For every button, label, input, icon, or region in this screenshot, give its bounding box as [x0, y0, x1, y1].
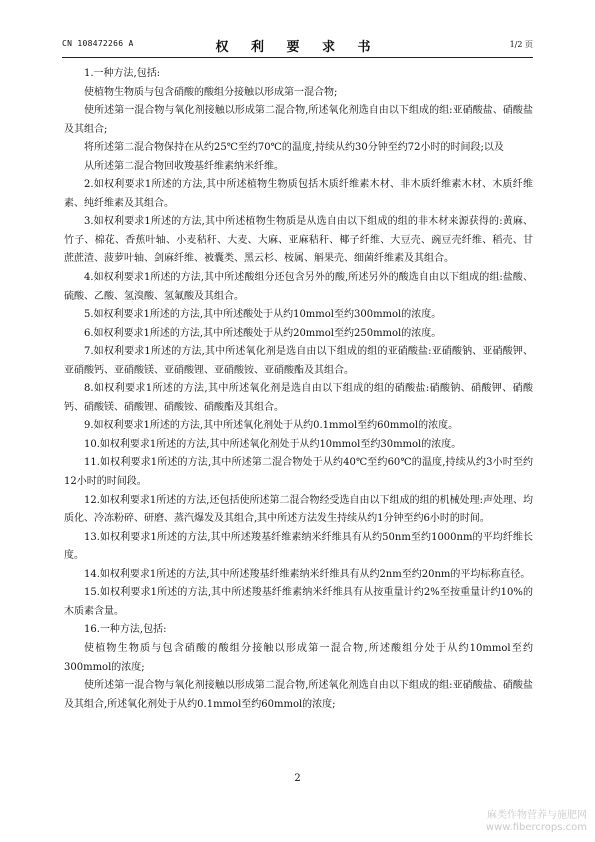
header-rule: [62, 57, 533, 58]
claim-paragraph: 14.如权利要求1所述的方法,其中所述羧基纤维素纳米纤维具有从约2nm至约20nm的平均标称直径。: [84, 568, 531, 580]
publication-number: CN 108472266 A: [62, 39, 134, 48]
page-number: 2: [294, 773, 301, 784]
page-header: [62, 36, 533, 54]
claim-paragraph: 4.如权利要求1所述的方法,其中所述酸组分还包含另外的酸,所述另外的酸选自由以下组成的组:盐酸、硫酸、乙酸、氢溴酸、氢氟酸及其组合。: [64, 272, 533, 302]
claim-paragraph: 从所述第二混合物回收羧基纤维素纳米纤维。: [84, 160, 284, 172]
claim-paragraph: 12.如权利要求1所述的方法,还包括使所述第二混合物经受选自由以下组成的组的机械处理:声处理、均质化、冷冻粉碎、研磨、蒸汽爆发及其组合,其中所述方法发生持续从约1分钟至约6小时的时间。: [64, 494, 533, 525]
claim-paragraph: 7.如权利要求1所述的方法,其中所述氧化剂是选自由以下组成的组的亚硝酸盐:亚硝酸钠、亚硝酸钾、亚硝酸钙、亚硝酸镁、亚硝酸锂、亚硝酸铵、亚硝酸酯及其组合。: [64, 346, 533, 376]
claim-paragraph: 1.一种方法,包括:: [84, 68, 161, 79]
claim-paragraph: 8.如权利要求1所述的方法,其中所述氧化剂是选自由以下组成的组的硝酸盐:硝酸钠、硝酸钾、硝酸钙、硝酸镁、硝酸锂、硝酸铵、硝酸酯及其组合。: [64, 383, 533, 413]
page-indicator: 1/2 页: [509, 40, 533, 49]
claim-paragraph: 3.如权利要求1所述的方法,其中所述植物生物质是从选自由以下组成的组的非木材来源获得的:黄麻、竹子、棉花、香蕉叶轴、小麦秸秆、大麦、大麻、亚麻秸秆、椰子纤维、大豆壳、豌豆壳纤维、稻壳、甘蔗蔗渣、菠萝叶轴、剑麻纤维、被囊类、黑云杉、桉属、斛果壳、细菌纤维素及其组合。: [64, 216, 533, 265]
claim-paragraph: 16.一种方法,包括:: [84, 624, 167, 636]
claim-paragraph: 10.如权利要求1所述的方法,其中所述氧化剂处于从约10mmol至约30mmol的浓度。: [84, 438, 462, 450]
claim-paragraph: 使所述第一混合物与氧化剂接触以形成第二混合物,所述氧化剂选自由以下组成的组:亚硝酸盐、硝酸盐及其组合;: [64, 105, 533, 135]
claim-paragraph: 6.如权利要求1所述的方法,其中所述酸处于从约20mmol至约250mmol的浓度。: [84, 327, 442, 339]
claim-paragraph: 2.如权利要求1所述的方法,其中所述植物生物质包括木质纤维素木材、非木质纤维素木材、木质纤维素、纯纤维素及其组合。: [64, 179, 533, 209]
claims-body: [64, 65, 533, 714]
claim-paragraph: 使植物生物质与包含硝酸的酸组分接触以形成第一混合物,所述酸组分处于从约10mmol至约300mmol的浓度;: [64, 642, 533, 673]
claim-paragraph: 13.如权利要求1所述的方法,其中所述羧基纤维素纳米纤维具有从约50nm至约1000nm的平均纤维长度。: [64, 531, 533, 562]
claim-paragraph: 15.如权利要求1所述的方法,其中所述羧基纤维素纳米纤维具有从按重量计约2%至按重量计约10%的木质素含量。: [64, 587, 533, 617]
claim-paragraph: 5.如权利要求1所述的方法,其中所述酸处于从约10mmol至约300mmol的浓度。: [84, 309, 442, 321]
document-title: 权 利 要 求 书: [215, 40, 380, 55]
watermark: [486, 810, 587, 834]
watermark-line: www.fibercrops.com: [485, 822, 587, 833]
watermark-line: 麻类作物营养与施肥网: [487, 810, 587, 821]
claim-paragraph: 使植物生物质与包含硝酸的酸组分接触以形成第一混合物;: [84, 86, 338, 98]
claim-paragraph: 9.如权利要求1所述的方法,其中所述氧化剂处于从约0.1mmol至约60mmol的浓度。: [84, 420, 459, 432]
claim-paragraph: 使所述第一混合物与氧化剂接触以形成第二混合物,所述氧化剂选自由以下组成的组:亚硝酸盐、硝酸盐及其组合,所述氧化剂处于从约0.1mmol至约60mmol的浓度;: [64, 680, 533, 710]
claim-paragraph: 将所述第二混合物保持在从约25℃至约70℃的温度,持续从约30分钟至约72小时的时间段;以及: [84, 142, 504, 154]
claim-paragraph: 11.如权利要求1所述的方法,其中所述第二混合物处于从约40℃至约60℃的温度,持续从约3小时至约12小时的时间段。: [64, 457, 533, 488]
